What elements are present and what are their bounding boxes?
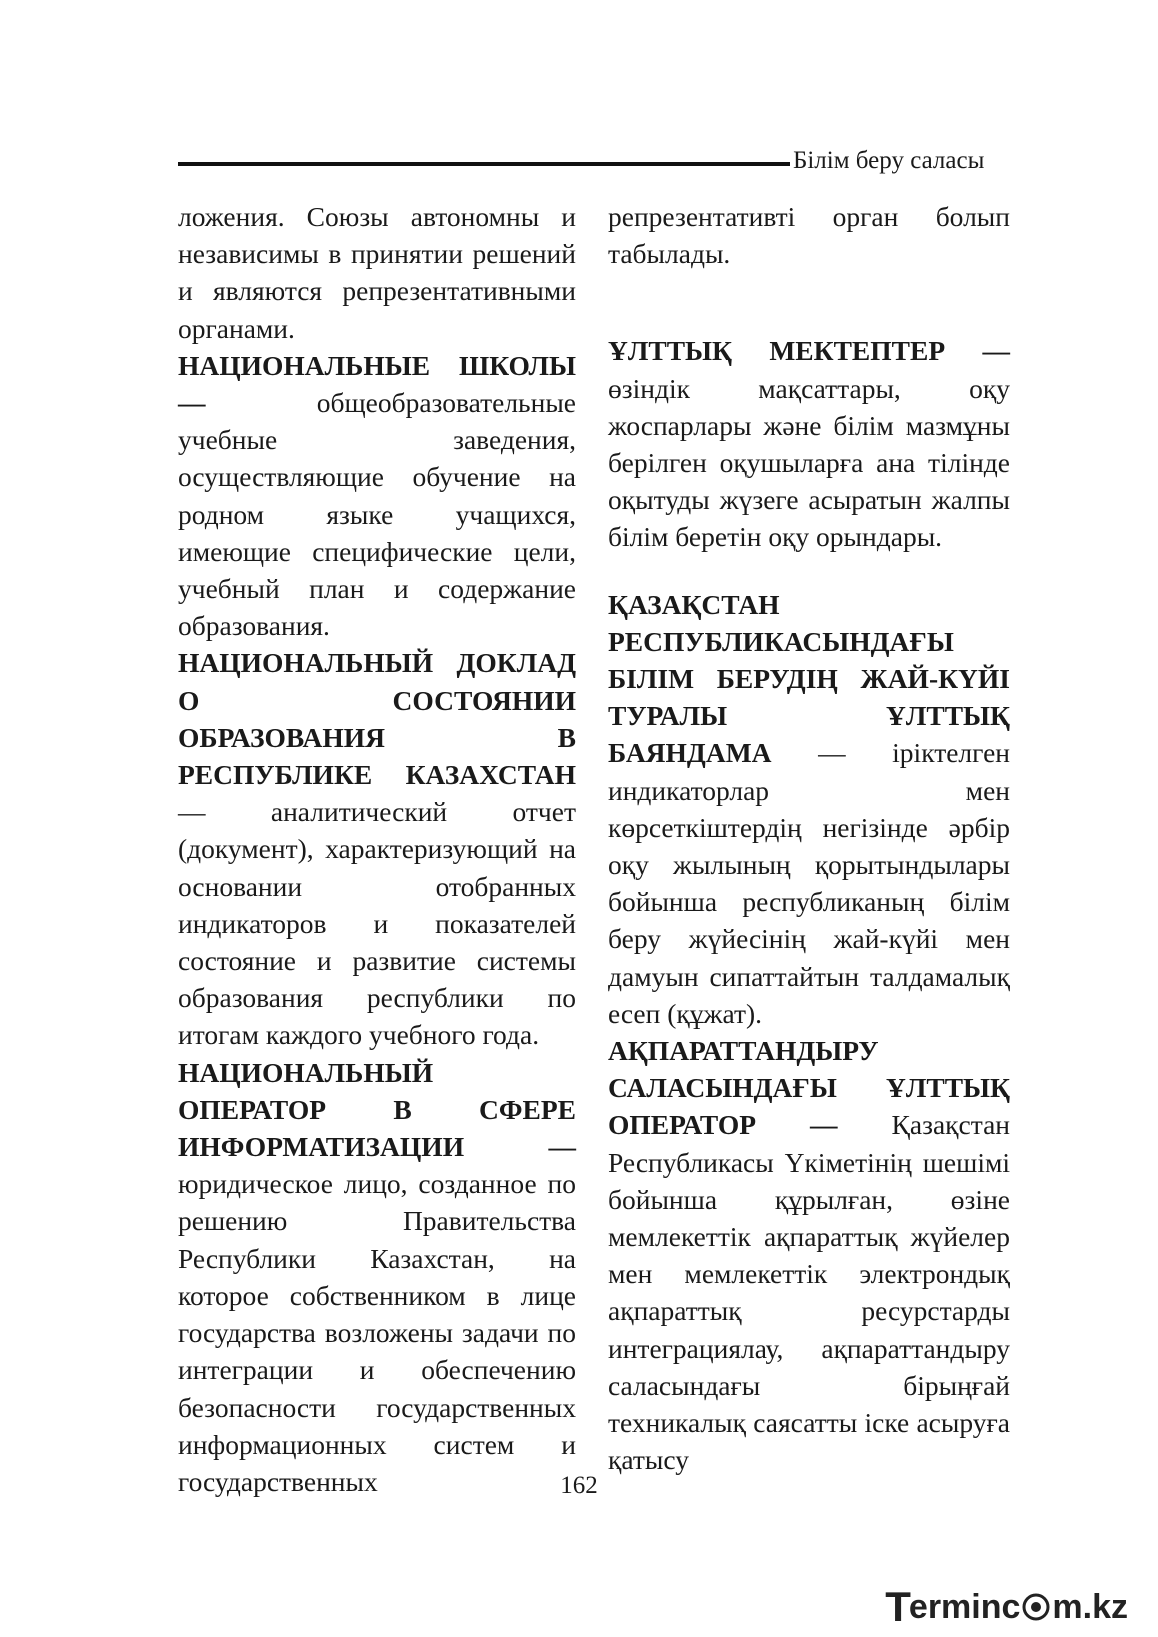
entry-national-operator	[178, 1054, 576, 1500]
entry-definition: Қазақстан Республикасы Үкіметінің шешімі бойынша құрылған, өзіне мемлекеттік ақпараттық жүйелер мен мемлекеттік электрондық ақпараттық ресурстарды интеграциялау, ақпараттандыру саласындағы бірыңғай техникалық саясатты іске асыруға қатысу	[608, 1109, 1010, 1476]
watermark-text: erminc	[908, 1587, 1021, 1626]
running-header: Білім беру саласы	[793, 147, 985, 174]
entry-term: ҰЛТТЫҚ МЕКТЕПТЕР —	[608, 335, 1010, 367]
entry-definition: — іріктелген индикаторлар мен көрсеткіштердің негізінде әрбір оқу жылының қорытындылары бойынша республиканың білім беру жүйесінің жай-күйі мен дамуын сипаттайтын талдамалық есеп (құжат).	[608, 737, 1010, 1029]
entry-ulttyk-bayandama	[608, 586, 1010, 1032]
entry-definition: юридическое лицо, созданное по решению Правительства Республики Казахстан, на которое собственником в лице государства возложены задачи по интеграции и обеспечению безопасности государственных информационных систем и государственных	[178, 1168, 576, 1497]
right-continuation: репрезентативті орган болып табылады.	[608, 201, 1010, 270]
left-continuation: ложения. Союзы автономны и независимы в принятии решений и являются репрезентативными органами.	[178, 201, 576, 344]
left-column	[178, 198, 576, 1500]
watermark-domain: m.kz	[1052, 1587, 1128, 1626]
entry-term: ҚАЗАҚСТАН РЕСПУБЛИКАСЫНДАҒЫ БІЛІМ БЕРУДІҢ ЖАЙ-КҮЙІ ТУРАЛЫ ҰЛТТЫҚ БАЯНДАМА	[608, 588, 1010, 769]
entry-term: НАЦИОНАЛЬНЫЕ ШКОЛЫ —	[178, 349, 576, 419]
globe-icon	[1021, 1592, 1051, 1622]
entry-ulttyk-mektepter	[608, 332, 1010, 555]
entry-national-report	[178, 644, 576, 1053]
entry-national-schools	[178, 347, 576, 645]
header-rule	[178, 162, 790, 166]
entry-term: АҚПАРАТТАНДЫРУ САЛАСЫНДАҒЫ ҰЛТТЫҚ ОПЕРАТОР —	[608, 1035, 1010, 1141]
watermark-logo	[885, 1583, 1128, 1631]
watermark-letter-t: T	[885, 1583, 911, 1630]
entry-term: НАЦИОНАЛЬНЫЙ ОПЕРАТОР В СФЕРЕ ИНФОРМАТИЗАЦИИ —	[178, 1056, 576, 1163]
entry-definition: өзіндік мақсаттары, оқу жоспарлары және білім мазмұны берілген оқушыларға ана тілінде оқытуды жүзеге асыратын жалпы білім беретін оқу орындары.	[608, 372, 1010, 553]
entry-definition: — аналитический отчет (документ), характеризующий на основании отобранных индикаторов и показателей состояние и развитие системы образования республики по итогам каждого учебного года.	[178, 796, 576, 1051]
right-column	[608, 198, 1010, 1479]
entry-term: НАЦИОНАЛЬНЫЙ ДОКЛАД О СОСТОЯНИИ ОБРАЗОВАНИЯ В РЕСПУБЛИКЕ КАЗАХСТАН	[178, 647, 576, 791]
entry-definition: общеобразовательные учебные заведения, осуществляющие обучение на родном языке учащихся, имеющие специфические цели, учебный план и содержание образования.	[178, 387, 576, 642]
page-number: 162	[560, 1472, 598, 1499]
entry-ulttyk-operator	[608, 1032, 1010, 1478]
